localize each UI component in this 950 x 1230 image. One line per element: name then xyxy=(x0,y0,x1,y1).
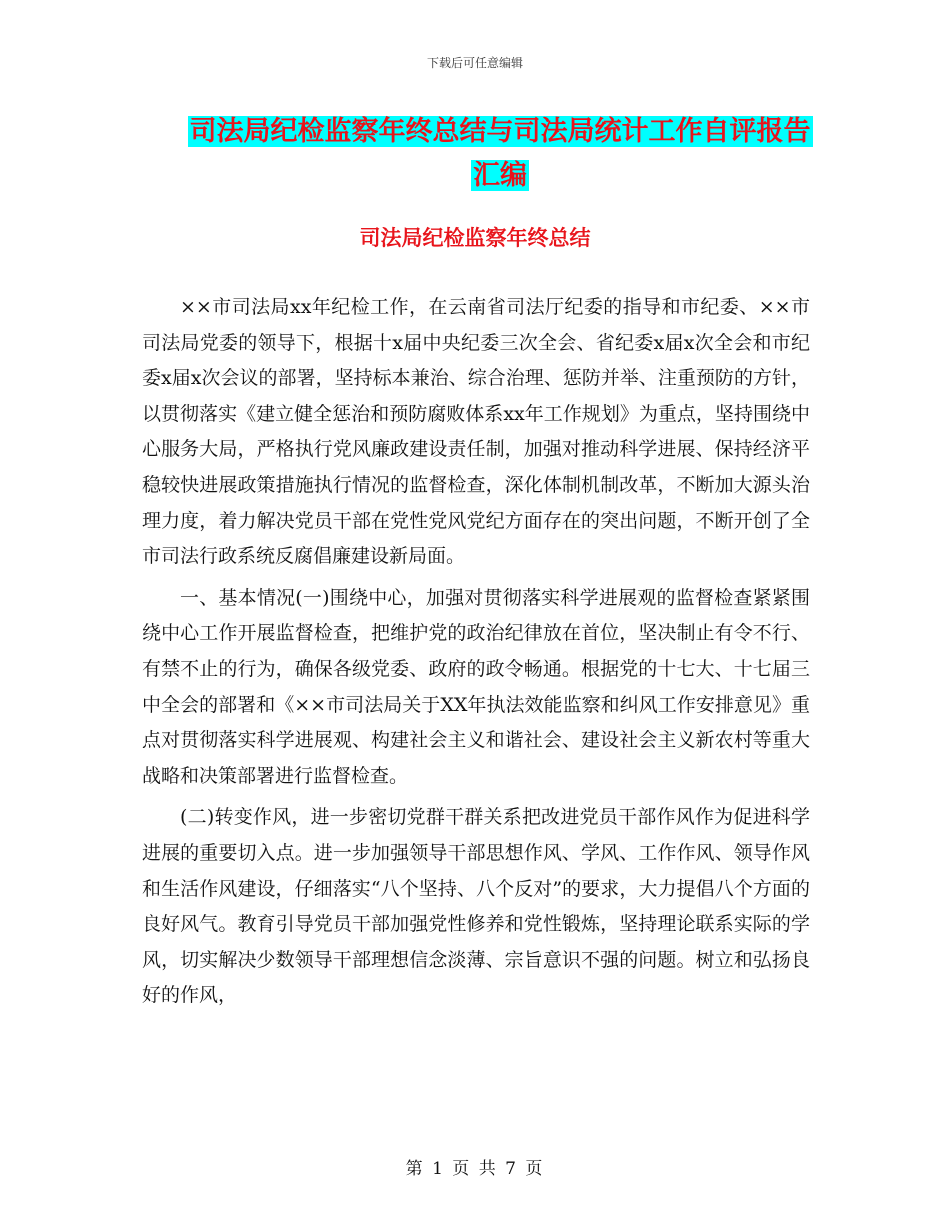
paragraph-3: (二)转变作风，进一步密切党群干群关系把改进党员干部作风作为促进科学进展的重要切入点。进一步加强领导干部思想作风、学风、工作作风、领导作风和生活作风建设，仔细落实“八个坚持、八个反对”的要求，大力提倡八个方面的良好风气。教育引导党员干部加强党性修养和党性锻炼，坚持理论联系实际的学风，切实解决少数领导干部理想信念淡薄、宗旨意识不强的问题。树立和弘扬良好的作风， xyxy=(142,806,810,1007)
document-title-line-2: 汇编 xyxy=(473,160,527,191)
section-title: 司法局纪检监察年终总结 xyxy=(359,226,591,250)
document-title xyxy=(160,110,840,198)
header-note: 下载后可任意编辑 xyxy=(426,56,523,70)
document-title-line-1: 司法局纪检监察年终总结与司法局统计工作自评报告 xyxy=(189,116,811,147)
page-number: 第 1 页 共 7 页 xyxy=(405,1159,545,1179)
document-body xyxy=(142,290,810,1020)
paragraph-2: 一、基本情况(一)围绕中心，加强对贯彻落实科学进展观的监督检查紧紧围绕中心工作开展监督检查，把维护党的政治纪律放在首位，坚决制止有令不行、有禁不止的行为，确保各级党委、政府的政令畅通。根据党的十七大、十七届三中全会的部署和《××市司法局关于XX年执法效能监察和纠风工作安排意见》重点对贯彻落实科学进展观、构建社会主义和谐社会、建设社会主义新农村等重大战略和决策部署进行监督检查。 xyxy=(142,586,810,787)
paragraph-1: ××市司法局xx年纪检工作，在云南省司法厅纪委的指导和市纪委、××市司法局党委的领导下，根据十x届中央纪委三次全会、省纪委x届x次全会和市纪委x届x次会议的部署，坚持标本兼治、综合治理、惩防并举、注重预防的方针，以贯彻落实《建立健全惩治和预防腐败体系xx年工作规划》为重点，坚持围绕中心服务大局，严格执行党风廉政建设责任制，加强对推动科学进展、保持经济平稳较快进展政策措施执行情况的监督检查，深化体制机制改革，不断加大源头治理力度，着力解决党员干部在党性党风党纪方面存在的突出问题，不断开创了全市司法行政系统反腐倡廉建设新局面。 xyxy=(142,296,810,568)
